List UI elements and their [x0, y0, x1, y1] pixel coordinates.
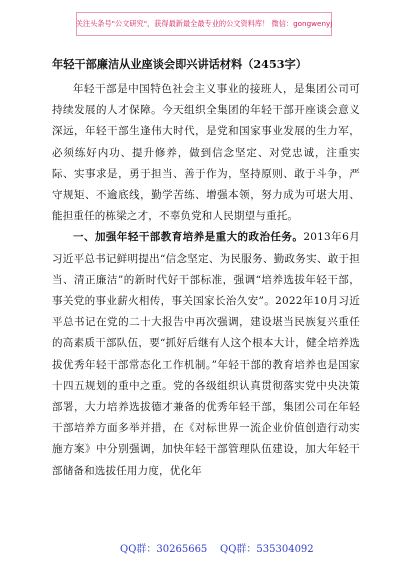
- paragraph-section-1: [52, 227, 360, 481]
- footer-qq-group-2: QQ群：535304092: [220, 544, 314, 555]
- document-body: [52, 79, 360, 482]
- promo-banner-text: 关注头条号"公文研究"，获得最新最全最专业的公文资料库！ 微信：gongwenyj: [75, 19, 333, 28]
- document-title: 年轻干部廉洁从业座谈会即兴讲话材料（2453字）: [52, 57, 307, 71]
- footer-qq-group-1: QQ群：30265665: [120, 544, 208, 555]
- section-1-text: 2013年6月习近平总书记鲜明提出“信念坚定、为民服务、勤政务实、敢于担当、清正廉洁”的新时代好干部标准，强调“培养选拔年轻干部，事关党的事业薪火相传，事关国家长治久安”。2022年10月习近平总书记在党的二十大报告中再次强调，建设堪当民族复兴重任的高素质干部队伍，要“抓好后继有人这个根本大计，健全培养选拔优秀年轻干部常态化工作机制。”年轻干部的教育培养也是国家十四五规划的重中之重。党的各级组织认真贯彻落实党中央决策部署，大力培养选拔德才兼备的优秀年轻干部，集团公司在年轻干部培养方面多举并措，在《对标世界一流企业价值创造行动实施方案》中分别强调，加快年轻干部管理队伍建设，加大年轻干部储备和选拔任用力度，优化年: [52, 231, 360, 477]
- paragraph-intro: 年轻干部是中国特色社会主义事业的接班人，是集团公司可持续发展的人才保障。今天组织全集团的年轻干部开座谈会意义深远，年轻干部生逢伟大时代，是党和国家事业发展的生力军，必须练好内功、提升修养，做到信念坚定、对党忠诚，注重实际、实事求是，勇于担当、善于作为，坚持原则、敢于斗争，严守规矩、不逾底线，勤学苦练、增强本领，努力成为可堪大用、能担重任的栋梁之才，不辜负党和人民期望与重托。: [52, 83, 360, 223]
- promo-banner: [76, 12, 332, 36]
- section-heading-1: 一、加强年轻干部教育培养是重大的政治任务。: [73, 231, 304, 244]
- footer: [120, 540, 320, 556]
